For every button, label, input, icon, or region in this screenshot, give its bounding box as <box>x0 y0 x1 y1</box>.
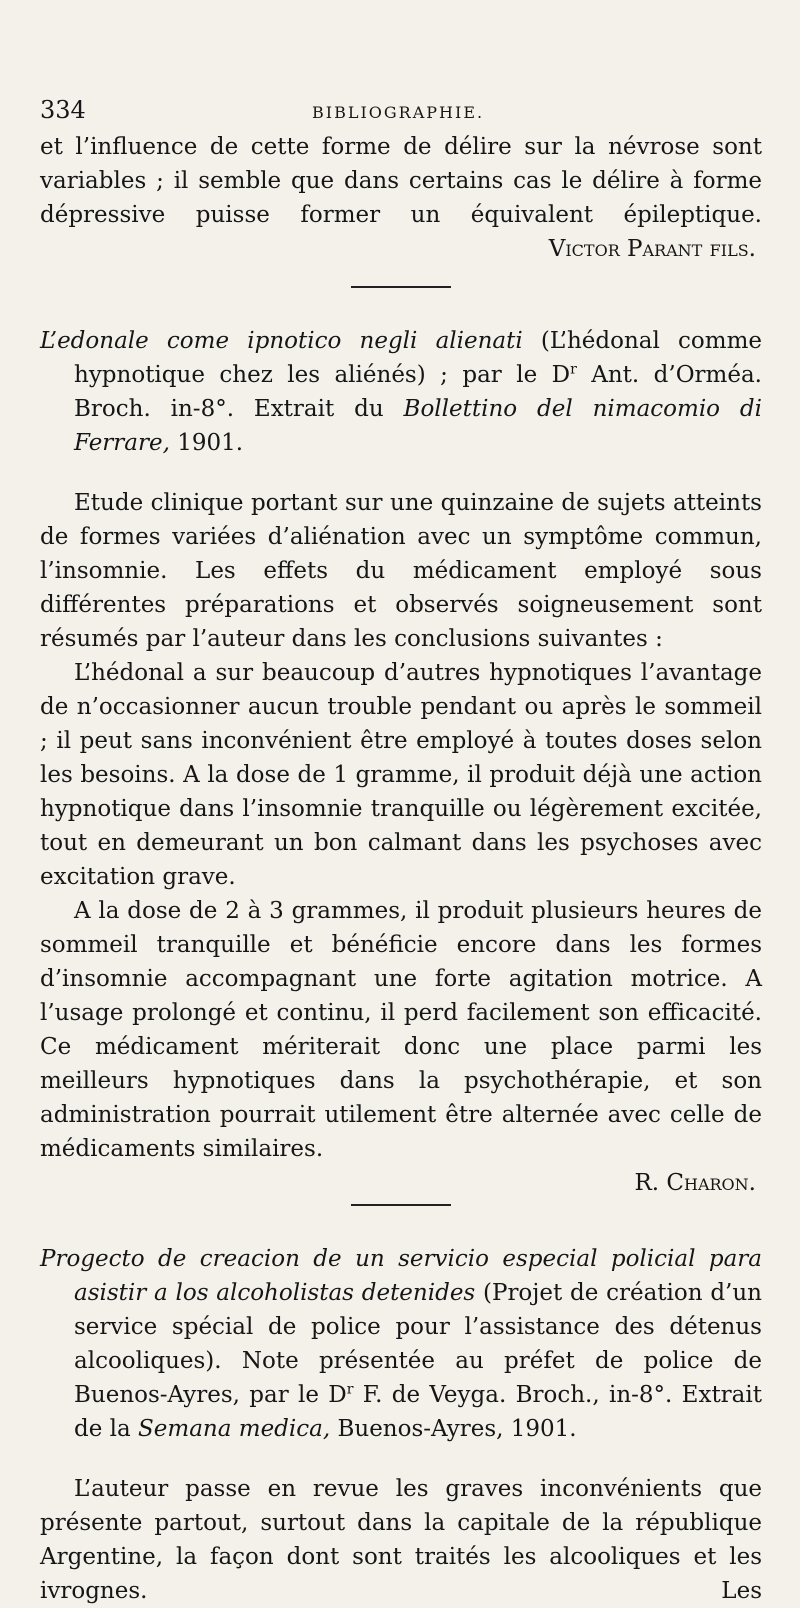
entry-2-desc: (Projet de création d’un service spécial de police pour l’assistance des détenus alcooliques). Note présentée au préfet de police de Buenos-Ayres, par le D <box>74 1280 762 1408</box>
bibliography-entry-2 <box>40 1242 762 1446</box>
signature-charon: R. Charon. <box>634 1170 756 1196</box>
entry-2-title: Progecto de creacion de un servicio especial policial para asistir a los alcoholistas detenides <box>40 1246 762 1306</box>
entry-1-desc-2: Ant. d’Orméa. Broch. in-8°. Extrait du <box>74 362 762 422</box>
entry-2-place-year: Buenos-Ayres, 1901. <box>330 1416 577 1442</box>
separator-rule <box>351 286 451 288</box>
continued-paragraph: et l’influence de cette forme de délire sur la névrose sont variables ; il semble que dans certains cas le délire à forme dépressive puisse former un équivalent épileptique. <box>40 134 762 228</box>
entry-2-dr-sup: r <box>346 1381 354 1398</box>
entry-1-desc: (L’hédonal comme hypnotique chez les aliénés) ; par le D <box>74 328 762 388</box>
page-number: 334 <box>40 96 86 124</box>
entry-1-dr-sup: r <box>570 361 577 378</box>
page-header <box>40 96 762 126</box>
entry-1-year: 1901. <box>169 430 244 456</box>
entry-2-citation <box>40 1242 762 1446</box>
signature-parant: Victor Parant fils. <box>548 236 756 262</box>
running-title: BIBLIOGRAPHIE. <box>312 103 485 122</box>
entry-1-title: L’edonale come ipnotico negli alienati <box>40 328 523 354</box>
entry-2-desc-2: F. de Veyga. Broch., in-8°. Extrait de la <box>74 1382 762 1442</box>
bibliography-entry-1 <box>40 324 762 460</box>
body-2-paragraph-1: L’auteur passe en revue les graves inconvénients que présente partout, surtout dans la capitale de la république Argentine, la façon dont sont traités les alcooliques et les ivrognes. Les <box>40 1476 762 1604</box>
body-1-paragraph-3: A la dose de 2 à 3 grammes, il produit plusieurs heures de sommeil tranquille et bénéficie encore dans les formes d’insomnie accompagnant une forte agitation motrice. A l’usage prolongé et continu, il perd facilement son efficacité. Ce médicament mériterait donc une place parmi les meilleurs hypnotiques dans la psychothérapie, et son administration pourrait utilement être alternée avec celle de médicaments similaires. <box>40 898 762 1162</box>
page-content <box>40 96 762 1608</box>
entry-2-source: Semana medica, <box>138 1416 331 1442</box>
body-1-paragraph-1: Etude clinique portant sur une quinzaine de sujets atteints de formes variées d’aliénation avec un symptôme commun, l’insomnie. Les effets du médicament employé sous différentes préparations et observés soigneusement sont résumés par l’auteur dans les conclusions suivantes : <box>40 490 762 652</box>
entry-1-citation <box>40 324 762 460</box>
separator-rule-2 <box>351 1204 451 1206</box>
entry-1-source: Bollettino del nimacomio di Ferrare, <box>74 396 762 456</box>
body-1-paragraph-2: L’hédonal a sur beaucoup d’autres hypnotiques l’avantage de n’occasionner aucun trouble pendant ou après le sommeil ; il peut sans inconvénient être employé à toutes doses selon les besoins. A la dose de 1 gramme, il produit déjà une action hypnotique dans l’insomnie tranquille ou légèrement excitée, tout en demeurant un bon calmant dans les psychoses avec excitation grave. <box>40 660 762 890</box>
